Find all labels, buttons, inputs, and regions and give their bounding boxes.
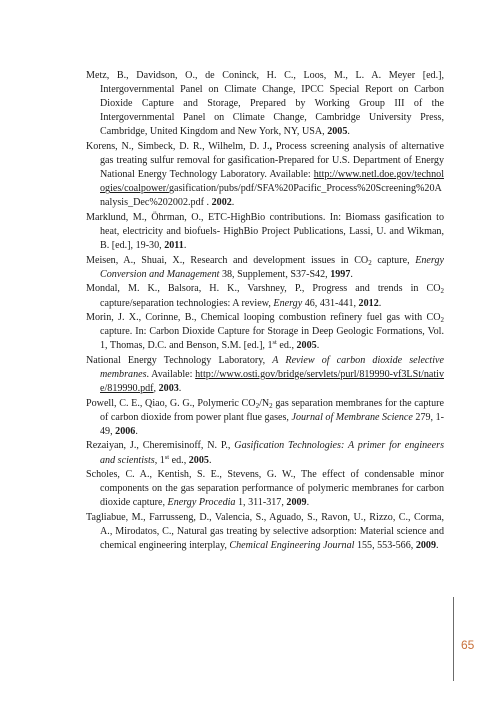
subscript: 2	[368, 258, 372, 267]
reference-details: 279, 1-49,	[100, 411, 445, 437]
reference-morin	[86, 311, 444, 353]
reference-link[interactable]: purl/819990-vf3LSt/native/819990.pdf	[100, 368, 444, 395]
journal-title: Energy Conversion and Management	[100, 254, 444, 280]
reference-year: 2002	[211, 197, 232, 209]
reference-text: ed.,	[169, 454, 189, 466]
reference-punctuation: ,	[153, 383, 159, 395]
reference-year: 2005	[296, 340, 317, 352]
journal-title: Energy Procedia	[167, 497, 236, 509]
reference-punctuation: .	[204, 197, 212, 209]
reference-punctuation: .	[183, 240, 187, 252]
reference-year: 2009	[415, 540, 437, 552]
reference-powell	[86, 397, 444, 439]
reference-punctuation: .	[378, 297, 382, 309]
subscript: 2	[255, 401, 260, 410]
reference-text: /N	[259, 397, 270, 409]
reference-url: gasification/pubs/pdf/SFA%20Pacific_Process%20Screening%20Analysis_Dec%202002.pdf	[100, 183, 442, 209]
reference-netl	[86, 354, 444, 396]
reference-text: Powell, C. E., Qiao, G. G., Polymeric CO	[86, 397, 256, 409]
reference-text: capture. In: Carbon Dioxide Capture for Storage in Deep Geologic Formations, Vol. 1, Thomas, D.C. and Benson, S.M. [ed.], 1	[100, 326, 444, 352]
reference-text: , 1	[154, 454, 165, 466]
book-title: Gasification Technologies: A primer for engineers and scientists	[100, 440, 444, 466]
reference-year: 1997	[330, 268, 351, 280]
reference-mondal	[86, 282, 444, 310]
subscript: 2	[269, 401, 273, 410]
reference-details: 155, 553-566,	[354, 540, 416, 552]
reference-text: Meisen, A., Shuai, X., Research and development issues in CO	[86, 254, 369, 266]
reference-text: Marklund, M., Öhrman, O., ETC-HighBio contributions. In: Biomass gasification to heat, electricity and biofuels- HighBio Project Publications, Lassi, U. and Wikman, B. [ed.], 19-30,	[86, 211, 444, 252]
reference-text: Scholes, C. A., Kentish, S. E., Stevens, G. W., The effect of condensable minor components on the gas separation performance of polymeric membranes for carbon dioxide capture,	[86, 469, 444, 509]
journal-title: Chemical Engineering Journal	[229, 540, 355, 552]
reference-text: Tagliabue, M., Farrusseng, D., Valencia, S., Aguado, S., Ravon, U., Rizzo, C., Corma, A., Mirodatos, C., Natural gas treating by selective adsorption: Material science and chemical engineering interplay,	[86, 511, 444, 552]
margin-rule	[453, 597, 454, 681]
reference-text: National Energy Technology Laboratory,	[86, 354, 273, 366]
reference-punctuation: .	[231, 197, 235, 209]
reference-punctuation: .	[350, 268, 353, 280]
subscript: 2	[440, 316, 444, 325]
reference-text: Intergovernmental Panel on Climate Change, IPCC Special Report on Carbon Dioxide Capture and Storage, Prepared by Working Group III of the Intergovernmental Panel on Climate Change, Cambridge University Press, Cambridge, United Kingdom and New York, NY, USA,	[100, 84, 444, 138]
reference-text: capture,	[371, 254, 416, 266]
reference-meisen	[86, 254, 444, 282]
reference-punctuation: .	[316, 340, 320, 352]
reference-tagliabue	[86, 511, 444, 553]
superscript: st	[164, 453, 170, 461]
reference-text: Metz, B., Davidson, O., de Coninck, H. C., Loos, M., L. A. Meyer [ed.],	[86, 70, 444, 81]
reference-punctuation: .	[208, 454, 212, 466]
reference-metz	[86, 69, 444, 139]
reference-text: Korens, N., Simbeck, D. R., Wilhelm, D. J.	[86, 140, 270, 152]
reference-link[interactable]: http://www.netl.doe.gov/technologies/coalpower/	[100, 169, 444, 195]
reference-year: 2011	[164, 240, 184, 252]
reference-text: Rezaiyan, J., Cheremisinoff, N. P.,	[86, 440, 235, 452]
reference-text: ed.,	[276, 340, 297, 352]
reference-year: 2009	[286, 497, 307, 509]
journal-title: Energy	[273, 297, 303, 309]
reference-text: Morin, J. X., Corinne, B., Chemical looping combustion refinery fuel gas with CO	[86, 312, 441, 324]
reference-text: Mondal, M. K., Balsora, H. K., Varshney, P., Progress and trends in CO	[86, 283, 441, 295]
page-number: 65	[461, 638, 475, 652]
reference-punctuation: .	[306, 497, 310, 509]
reference-punctuation: ,	[269, 140, 273, 152]
reference-korens	[86, 140, 444, 210]
reference-text: capture/separation technologies: A review,	[100, 297, 274, 309]
reference-year: 2003	[158, 383, 179, 395]
reference-punctuation: .	[178, 383, 182, 395]
reference-punctuation: .	[436, 540, 439, 552]
reference-year: 2006	[115, 425, 136, 437]
reference-year: 2005	[188, 454, 209, 466]
reference-scholes	[86, 468, 444, 510]
reference-details: 38, Supplement, S37-S42,	[219, 268, 331, 280]
reference-punctuation: .	[347, 126, 350, 138]
report-title: A Review of carbon dioxide selective membranes	[100, 354, 444, 380]
reference-details: 46, 431-441,	[302, 297, 359, 309]
reference-year: 2012	[358, 297, 379, 309]
reference-text: Process screening analysis of alternative gas treating sulfur removal for gasification-Prepared for U.S. Department of Energy National Energy Technology Laboratory. Available:	[100, 140, 445, 181]
subscript: 2	[440, 287, 444, 296]
reference-year: 2005	[327, 126, 348, 138]
reference-list	[86, 69, 444, 554]
reference-marklund	[86, 211, 444, 253]
reference-text: . Available:	[146, 368, 196, 380]
journal-title: Journal of Membrane Science	[291, 411, 413, 423]
reference-rezaiyan	[86, 439, 444, 467]
reference-link[interactable]: http://www.osti.gov/bridge/servlets/	[195, 368, 341, 380]
superscript: st	[272, 339, 277, 347]
reference-text: gas separation membranes for the capture of carbon dioxide from power plant flue gases,	[100, 397, 444, 423]
reference-details: 1, 311-317,	[235, 497, 287, 509]
reference-punctuation: .	[135, 425, 138, 437]
